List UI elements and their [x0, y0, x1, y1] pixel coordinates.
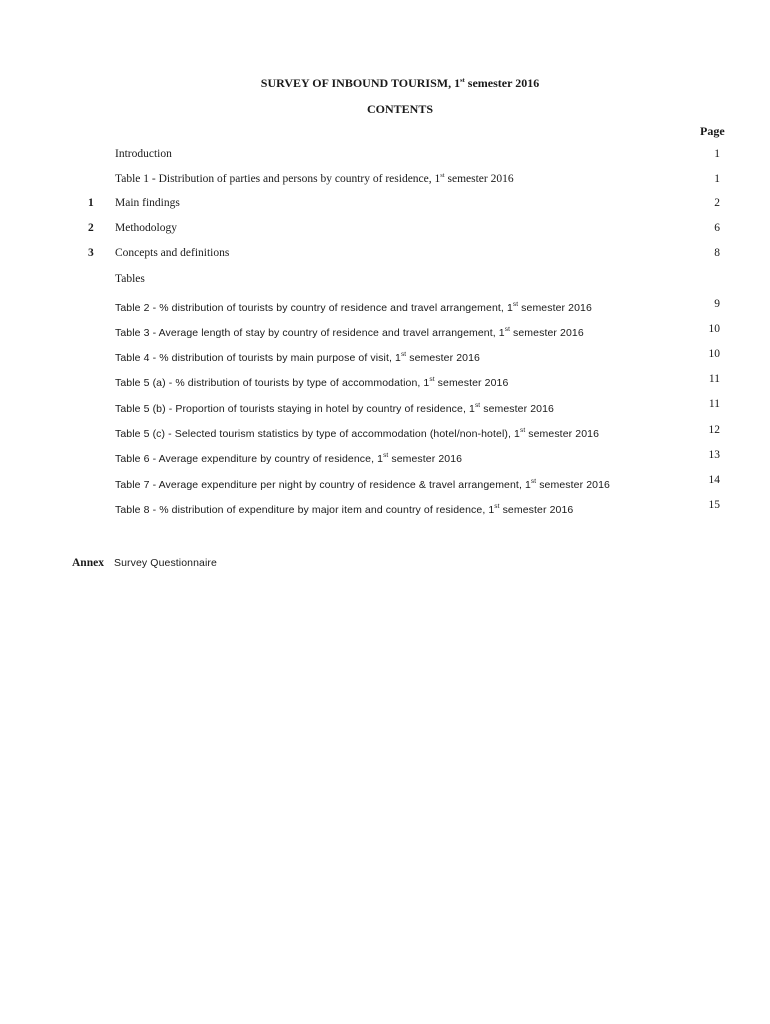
toc-entry-page: 13 — [708, 449, 720, 461]
toc-entry-text: Table 4 - % distribution of tourists by main purpose of visit, 1 — [115, 352, 401, 364]
toc-entry-number: 1 — [88, 197, 94, 209]
toc-table-entry[interactable] — [115, 352, 480, 364]
toc-entry-text: Table 3 - Average length of stay by country of residence and travel arrangement, 1 — [115, 327, 505, 339]
toc-entry-text: Tables — [115, 273, 145, 285]
toc-entry-page: 12 — [708, 424, 720, 436]
toc-entry-text-suffix: semester 2016 — [518, 302, 592, 314]
toc-entry-text: Main findings — [115, 197, 180, 209]
toc-entry-sup: st — [519, 427, 526, 434]
toc-entry-text: Table 5 (c) - Selected tourism statistics by type of accommodation (hotel/non-hotel), 1 — [115, 428, 520, 440]
toc-entry-number: 2 — [88, 222, 94, 234]
toc-table-entry[interactable] — [115, 479, 610, 491]
toc-entry-text-suffix: semester 2016 — [444, 173, 514, 185]
toc-table-entry[interactable] — [115, 403, 554, 415]
toc-entry-text: Table 5 (b) - Proportion of tourists staying in hotel by country of residence, 1 — [115, 403, 475, 415]
contents-heading: CONTENTS — [366, 102, 434, 116]
toc-entry-tables-heading — [115, 273, 145, 285]
toc-entry-page: 1 — [714, 173, 720, 185]
toc-entry-text-suffix: semester 2016 — [406, 352, 480, 364]
toc-entry-page: 1 — [714, 148, 720, 160]
toc-entry-text: Table 1 - Distribution of parties and persons by country of residence, 1 — [115, 173, 441, 185]
title-suffix: semester 2016 — [464, 76, 540, 90]
toc-entry-text: Concepts and definitions — [115, 247, 230, 259]
toc-entry-text: Table 2 - % distribution of tourists by country of residence and travel arrangement, 1 — [115, 302, 513, 314]
toc-entry-text-suffix: semester 2016 — [480, 403, 554, 415]
toc-entry-concepts[interactable] — [115, 247, 229, 259]
toc-entry-text-suffix: semester 2016 — [434, 377, 509, 389]
toc-entry-text-suffix: semester 2016 — [388, 453, 463, 465]
toc-entry-page: 10 — [708, 348, 720, 360]
document-title — [0, 76, 770, 91]
toc-entry-sup: st — [383, 452, 389, 459]
toc-entry-sup: st — [504, 326, 510, 333]
title-sup: st — [460, 77, 465, 84]
toc-entry-page: 9 — [714, 298, 720, 310]
toc-entry-page: 15 — [708, 499, 720, 511]
toc-entry-sup: st — [512, 301, 519, 308]
title-prefix: SURVEY OF INBOUND TOURISM, 1 — [260, 76, 461, 90]
annex-label: Annex — [72, 557, 104, 569]
toc-entry-text: Table 8 - % distribution of expenditure by major item and country of residence, 1 — [115, 504, 495, 516]
toc-entry-page: 11 — [708, 373, 720, 385]
toc-entry-table-1[interactable] — [115, 173, 514, 185]
toc-entry-text: Table 6 - Average expenditure by country of residence, 1 — [115, 453, 384, 465]
toc-entry-number: 3 — [88, 247, 94, 259]
toc-entry-sup: st — [440, 172, 445, 179]
toc-entry-sup: st — [429, 376, 435, 383]
toc-entry-sup: st — [400, 351, 407, 358]
toc-entry-text: Methodology — [115, 222, 177, 234]
toc-entry-page: 10 — [708, 323, 720, 335]
toc-entry-main-findings[interactable] — [115, 197, 180, 209]
toc-entry-text-suffix: semester 2016 — [525, 428, 600, 440]
toc-entry-page: 6 — [714, 222, 720, 234]
toc-table-entry[interactable] — [115, 504, 573, 516]
toc-entry-introduction[interactable] — [115, 148, 172, 160]
toc-entry-sup: st — [530, 478, 537, 485]
toc-entry-sup: st — [494, 503, 500, 510]
toc-entry-text-suffix: semester 2016 — [499, 504, 574, 516]
toc-table-entry[interactable] — [115, 453, 462, 465]
toc-entry-page: 8 — [714, 247, 720, 259]
toc-entry-sup: st — [474, 402, 481, 409]
toc-entry-page: 2 — [714, 197, 720, 209]
toc-entry-text-suffix: semester 2016 — [510, 327, 584, 339]
page-column-label: Page — [700, 124, 725, 138]
toc-entry-methodology[interactable] — [115, 222, 177, 234]
toc-entry-text: Introduction — [115, 148, 172, 160]
toc-entry-page: 14 — [708, 474, 720, 486]
toc-entry-text: Table 7 - Average expenditure per night by country of residence & travel arrangement, 1 — [115, 479, 531, 491]
toc-table-entry[interactable] — [115, 302, 592, 314]
toc-table-entry[interactable] — [115, 327, 584, 339]
toc-table-entry[interactable] — [115, 377, 508, 389]
toc-table-entry[interactable] — [115, 428, 599, 440]
toc-entry-text: Table 5 (a) - % distribution of tourists by type of accommodation, 1 — [115, 377, 430, 389]
annex-survey-questionnaire[interactable]: Survey Questionnaire — [114, 557, 217, 569]
toc-entry-page: 11 — [708, 398, 720, 410]
toc-entry-text-suffix: semester 2016 — [536, 479, 610, 491]
